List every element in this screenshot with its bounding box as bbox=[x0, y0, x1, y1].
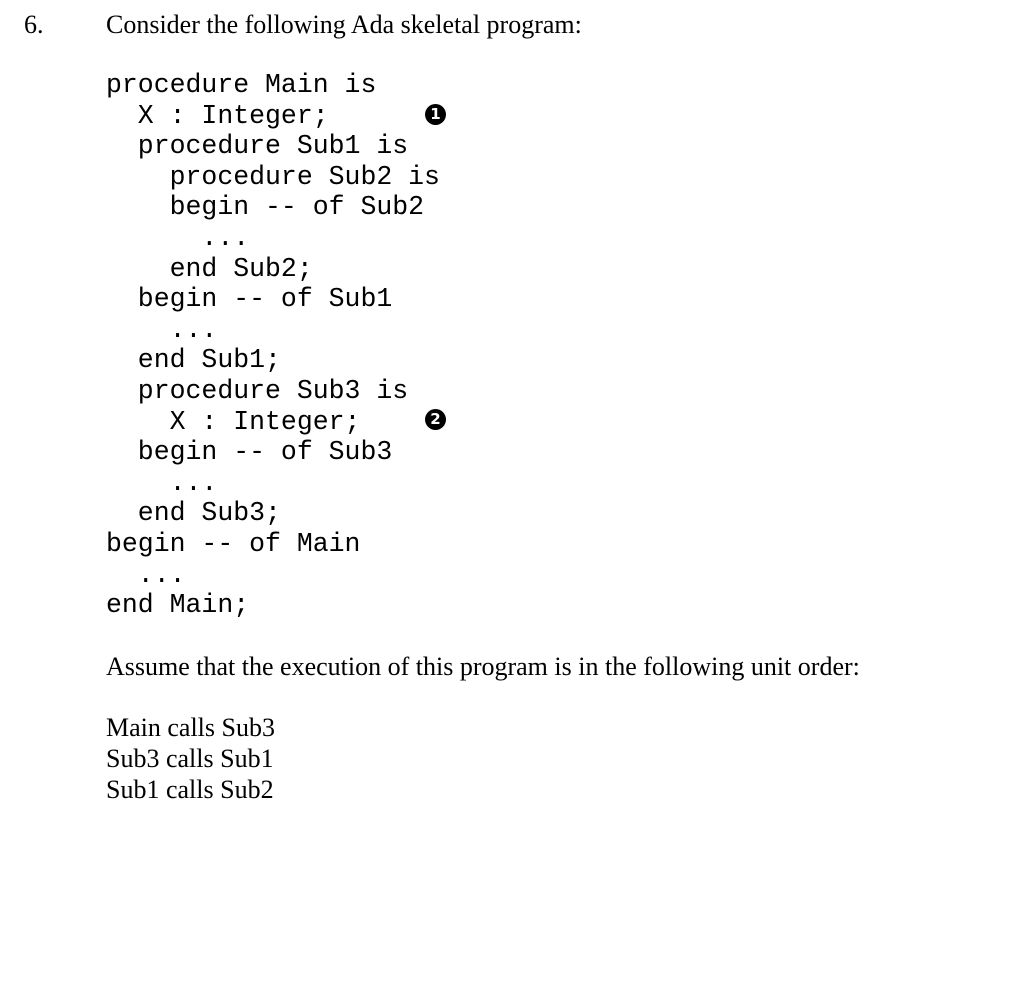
code-line: begin -- of Sub3 bbox=[106, 437, 393, 468]
code-line: X : Integer; bbox=[106, 406, 361, 437]
code-line: begin -- of Sub1 bbox=[106, 284, 393, 315]
code-line: end Sub1; bbox=[106, 345, 281, 376]
code-line: X : Integer; bbox=[106, 100, 329, 131]
code-line: procedure Sub1 is bbox=[106, 131, 409, 162]
question-prompt: Consider the following Ada skeletal program: bbox=[106, 10, 582, 39]
code-line: begin -- of Main bbox=[106, 528, 361, 559]
code-line: ... bbox=[106, 559, 186, 590]
code-line: ... bbox=[106, 467, 218, 498]
assumption-text: Assume that the execution of this program is in the following unit order: bbox=[106, 652, 860, 681]
code-line: end Sub2; bbox=[106, 253, 313, 284]
code-line: end Main; bbox=[106, 590, 250, 621]
code-line: procedure Sub3 is bbox=[106, 375, 409, 406]
code-line: procedure Main is bbox=[106, 70, 377, 100]
code-line: end Sub3; bbox=[106, 498, 281, 529]
call-order-list bbox=[106, 712, 275, 805]
code-line: ... bbox=[106, 222, 250, 253]
code-line: begin -- of Sub2 bbox=[106, 192, 425, 223]
marker-1-icon: 1 bbox=[425, 104, 446, 125]
call-order-item: Sub1 calls Sub2 bbox=[106, 775, 274, 804]
ada-code-block bbox=[106, 70, 440, 621]
code-line: ... bbox=[106, 314, 218, 345]
call-order-item: Main calls Sub3 bbox=[106, 713, 275, 742]
marker-2-icon: 2 bbox=[425, 409, 446, 430]
question-number: 6. bbox=[24, 10, 44, 39]
code-line: procedure Sub2 is bbox=[106, 161, 440, 192]
call-order-item: Sub3 calls Sub1 bbox=[106, 744, 274, 773]
